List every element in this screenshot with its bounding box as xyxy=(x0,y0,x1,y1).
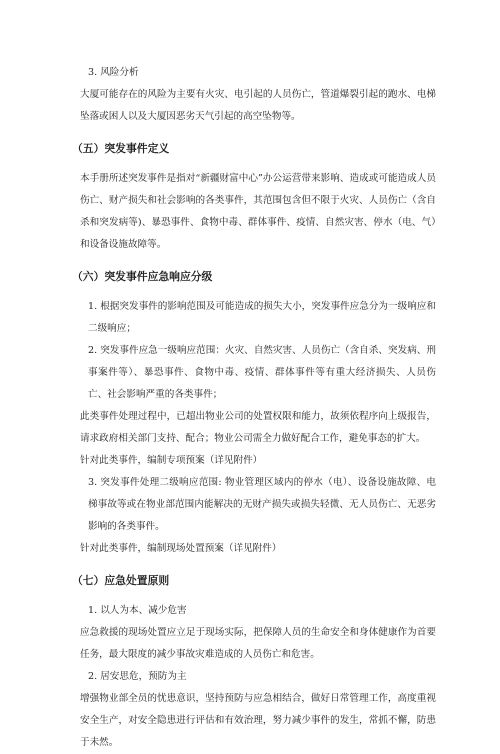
principle-item-2: 2. 居安思危，预防为主 xyxy=(88,671,187,682)
response-level-item-2: 2. 突发事件应急一级响应范围：火灾、自然灾害、人员伤亡（含自杀、突发病、刑事案件等）、暴恐事件、食物中毒、疫情、群体事件等有重大经济损失、人员伤亡、社会影响严重的各类事件； xyxy=(88,345,436,400)
principle-1-paragraph: 应急救援的现场处置应立足于现场实际，把保障人员的生命安全和身体健康作为首要任务，最大限度的减少事故灾难造成的人员伤亡和危害。 xyxy=(80,627,436,660)
level-2-plan-note: 针对此类事件，编制现场处置预案（详见附件） xyxy=(80,543,282,554)
section-heading-6: （六）突发事件应急响应分级 xyxy=(72,270,213,283)
level-1-plan-note: 针对此类事件，编制专项预案（详见附件） xyxy=(80,455,263,466)
risk-analysis-paragraph: 大厦可能存在的风险为主要有火灾、电引起的人员伤亡，管道爆裂引起的跑水、电梯坠落或困人以及大厦因恶劣天气引起的高空坠物等。 xyxy=(80,89,436,122)
section-heading-7: （七）应急处置原则 xyxy=(72,574,170,587)
response-level-item-1: 1. 根据突发事件的影响范围及可能造成的损失大小，突发事件应急分为一级响应和二级响应； xyxy=(88,301,436,334)
principle-item-1: 1. 以人为本、减少危害 xyxy=(88,605,187,616)
definition-paragraph: 本手册所述突发事件是指对“新疆财富中心”办公运营带来影响、造成或可能造成人员伤亡、财产损失和社会影响的各类事件，其范围包含但不限于火灾、人员伤亡（含自杀和突发病等)、暴恐事件、食物中毒、群体事件、疫情、自然灾害、停水（电、气）和设备设施故障等。 xyxy=(80,173,436,250)
risk-analysis-item: 3. 风险分析 xyxy=(88,67,139,78)
response-level-item-3: 3. 突发事件处理二级响应范围: 物业管理区域内的停水（电）、设备设施故障、电梯事故等或在物业部范围内能解决的无财产损失或损失轻微、无人员伤亡、无恶劣影响的各类事件。 xyxy=(88,477,436,532)
principle-2-paragraph: 增强物业部全员的忧患意识，坚持预防与应急相结合，做好日常管理工作，高度重视安全生产，对安全隐患进行评估和有效治理，努力减少事件的发生，常抓不懈，防患于未然。 xyxy=(80,693,436,748)
level-1-handling-paragraph: 此类事件处理过程中，已超出物业公司的处置权限和能力，故须依程序向上级报告，请求政府相关部门支持、配合；物业公司需全力做好配合工作，避免事态的扩大。 xyxy=(80,411,436,444)
section-heading-5: （五）突发事件定义 xyxy=(72,142,170,155)
